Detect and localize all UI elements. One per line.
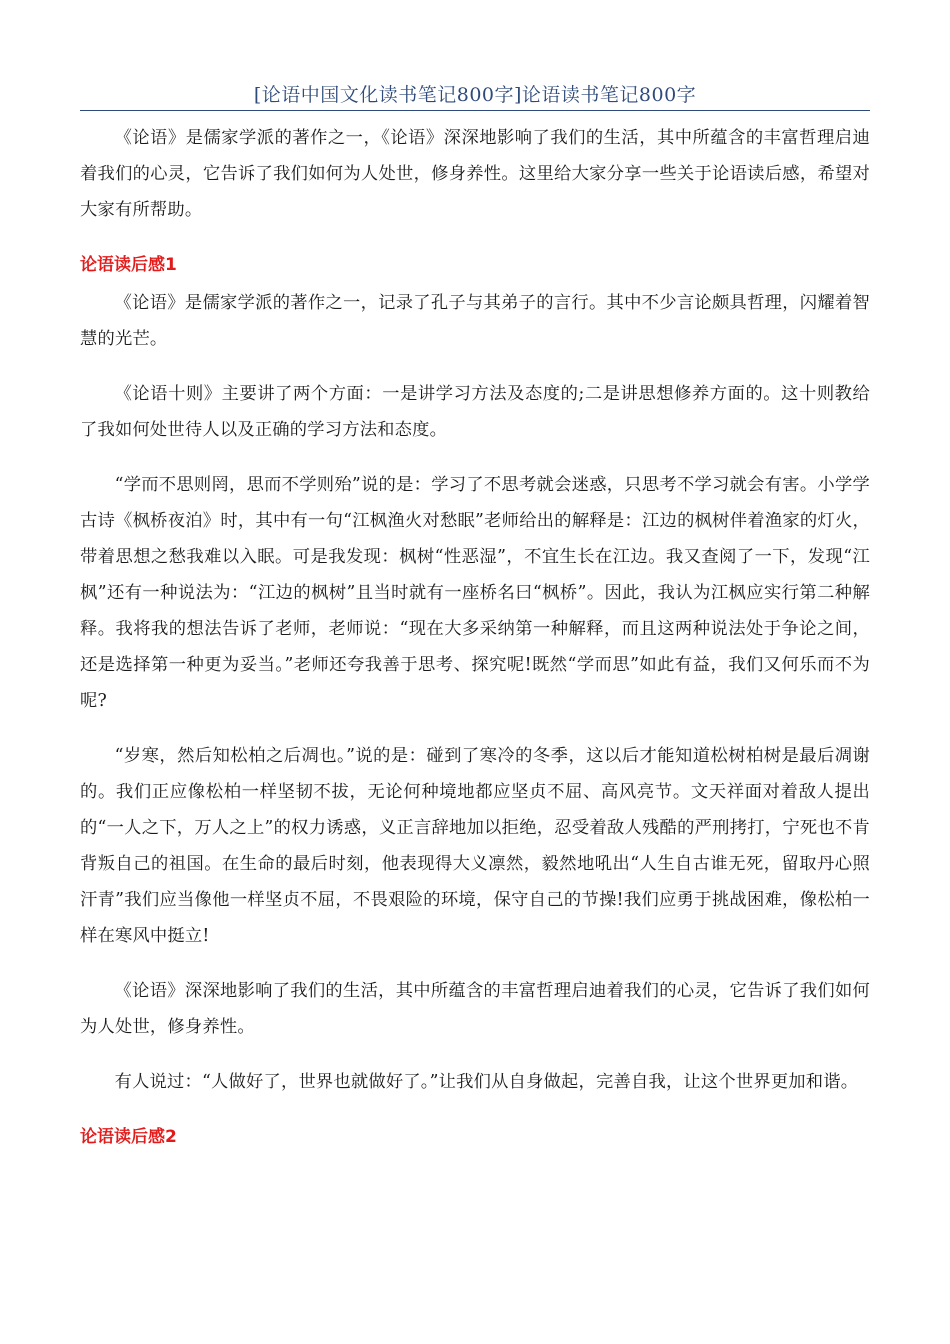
intro-paragraph: 《论语》是儒家学派的著作之一，《论语》深深地影响了我们的生活，其中所蕴含的丰富哲理启迪着我们的心灵，它告诉了我们如何为人处世，修身养性。这里给大家分享一些关于论语读后感，希望对大家有所帮助。 [80,128,870,220]
document-body [80,120,870,1157]
paragraph: 《论语十则》主要讲了两个方面：一是讲学习方法及态度的;二是讲思想修养方面的。这十则教给了我如何处世待人以及正确的学习方法和态度。 [80,384,870,440]
title-underline [80,110,870,111]
paragraph: “学而不思则罔，思而不学则殆”说的是：学习了不思考就会迷惑，只思考不学习就会有害。小学学古诗《枫桥夜泊》时，其中有一句“江枫渔火对愁眠”老师给出的解释是：江边的枫树伴着渔家的灯火，带着思想之愁我难以入眠。可是我发现：枫树“性恶湿”，不宜生长在江边。我又查阅了一下，发现“江枫”还有一种说法为：“江边的枫树”且当时就有一座桥名曰“枫桥”。因此，我认为江枫应实行第二种解释。我将我的想法告诉了老师，老师说：“现在大多采纳第一种解释，而且这两种说法处于争论之间，还是选择第一种更为妥当。”老师还夸我善于思考、探究呢!既然“学而思”如此有益，我们又何乐而不为呢? [80,475,870,711]
section-heading-2: 论语读后感2 [80,1127,177,1147]
paragraph: 《论语》深深地影响了我们的生活，其中所蕴含的丰富哲理启迪着我们的心灵，它告诉了我们如何为人处世，修身养性。 [80,981,870,1037]
section-heading-1: 论语读后感1 [80,255,177,275]
paragraph: 《论语》是儒家学派的著作之一，记录了孔子与其弟子的言行。其中不少言论颇具哲理，闪耀着智慧的光芒。 [80,293,870,349]
paragraph: 有人说过：“人做好了，世界也就做好了。”让我们从自身做起，完善自我，让这个世界更加和谐。 [114,1072,859,1092]
document-title: [论语中国文化读书笔记800字]论语读书笔记800字 [253,84,697,106]
paragraph: “岁寒，然后知松柏之后凋也。”说的是：碰到了寒冷的冬季，这以后才能知道松树柏树是最后凋谢的。我们正应像松柏一样坚韧不拔，无论何种境地都应坚贞不屈、高风亮节。文天祥面对着敌人提出的“一人之下，万人之上”的权力诱惑，义正言辞地加以拒绝，忍受着敌人残酷的严刑拷打，宁死也不肯背叛自己的祖国。在生命的最后时刻，他表现得大义凛然，毅然地吼出“人生自古谁无死，留取丹心照汗青”我们应当像他一样坚贞不屈，不畏艰险的环境，保守自己的节操!我们应勇于挑战困难，像松柏一样在寒风中挺立! [80,746,870,946]
